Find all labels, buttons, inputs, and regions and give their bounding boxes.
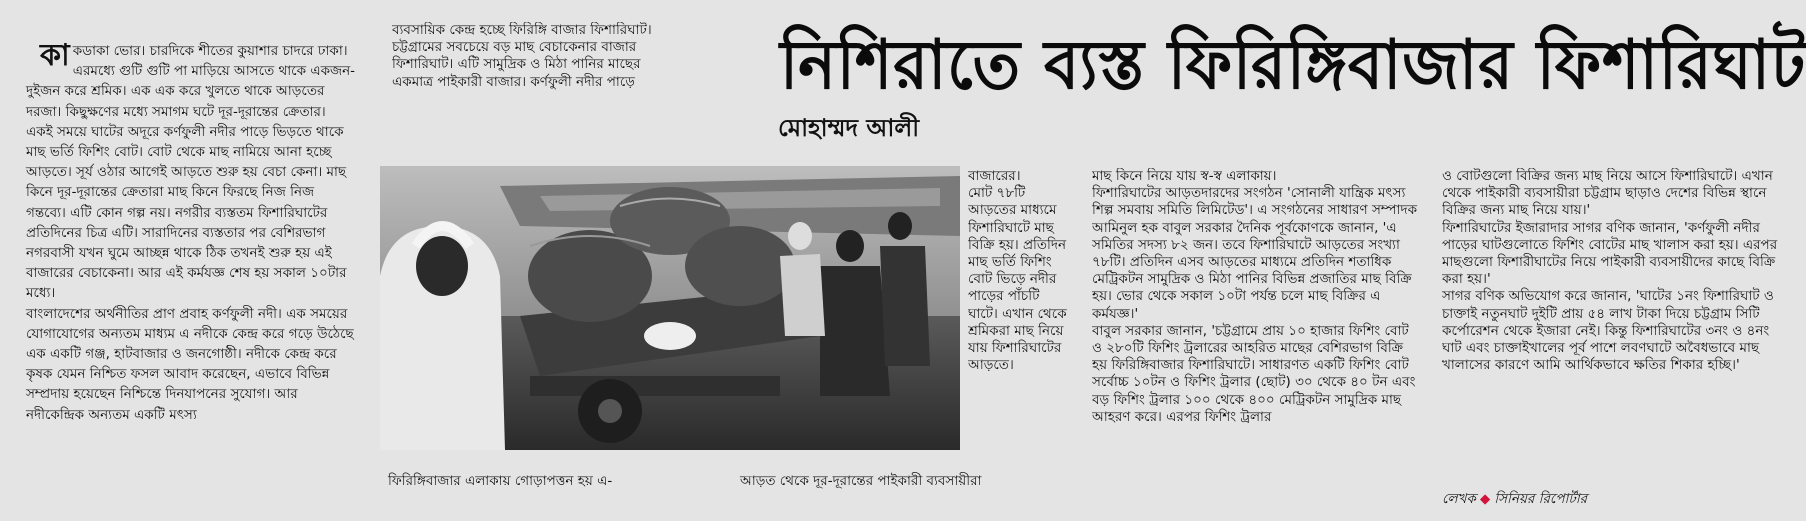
author-footer (1442, 488, 1587, 511)
article-column-3: বাজারের। মোট ৭৮টি আড়তের মাধ্যমে ফিশারিঘাটে মাছ বিক্রি হয়। প্রতিদিন মাছ ভর্তি ফিশিং বোট ভিড়ে নদীর পাড়ের পাঁচটি ঘাটে। এখান থেকে শ্রমিকরা মাছ নিয়ে যায় ফিশারিঘাটের আড়তে। (968, 168, 1067, 374)
headline: নিশিরাতে ব্যস্ত ফিরিঙ্গিবাজার ফিশারিঘাট (780, 26, 1806, 105)
drop-cap: কা (40, 38, 70, 73)
author-role: সিনিয়র রিপোর্টার (1494, 491, 1588, 507)
article-column-4: মাছ কিনে নিয়ে যায় স্ব-স্ব এলাকায়। ফিশারিঘাটের আড়তদারদের সংগঠন 'সোনালী যান্ত্রিক মৎস্য শিল্প সমবায় সমিতি লিমিটেড'। এ সংগঠনের সাধারণ সম্পাদক আমিনুল হক বাবুল সরকার দৈনিক পূর্বকোণকে জানান, 'এ সমিতির সদস্য ৮২ জন। তবে ফিশারিঘাটে আড়তের সংখ্যা ৭৮টি। প্রতিদিন এসব আড়তের মাধ্যমে প্রতিদিন শতাধিক মেট্রিকটন সামুদ্রিক ও মিঠা পানির বিভিন্ন প্রজাতির মাছ বিক্রি হয়। ভোর থেকে সকাল ১০টা পর্যন্ত চলে মাছ বিক্রির এ কর্মযজ্ঞ।' বাবুল সরকার জানান, 'চট্টগ্রামে প্রায় ১০ হাজার ফিশিং বোট ও ২৮০টি ফিশিং ট্রলারের আহরিত মাছের বেশিরভাগ বিক্রি হয় ফিরিঙ্গিবাজার ফিশারিঘাটে। সাধারণত একটি ফিশিং বোট সর্বোচ্চ ১০টন ও ফিশিং ট্রলার (ছোট) ৩০ থেকে ৪০ টন এবং বড় ফিশিং ট্রলার ১০০ থেকে ৪০০ মেট্রিকটন সামুদ্রিক মাছ আহরণ করে। এরপর ফিশিং ট্রলার (1092, 168, 1418, 425)
column-1-text: কডাকা ভোর। চারদিকে শীতের কুয়াশার চাদরে ঢাকা। এরমধ্যে গুটি গুটি পা মাড়িয়ে আসতে থাকে একজন-দুইজন করে শ্রমিক। এক এক করে খুলতে থাকে আড়তের দরজা। কিছুক্ষণের মধ্যে সমাগম ঘটে দূর-দূরান্তের ক্রেতার। একই সময়ে ঘাটের অদূরে কর্ণফুলী নদীর পাড়ে ভিড়তে থাকে মাছ ভর্তি ফিশিং বোট। বোট থেকে মাছ নামিয়ে আনা হচ্ছে আড়তে। সূর্য ওঠার আগেই আড়তে শুরু হয় বেচা কেনা। মাছ কিনে দূর-দূরান্তের ক্রেতারা মাছ কিনে ফিরছে নিজ নিজ গন্তব্যে। এটি কোন গল্প নয়। নগরীর ব্যস্ততম ফিশারিঘাটের প্রতিদিনের চিত্র এটি। সারাদিনের ব্যস্ততার পর বেশিরভাগ নগরবাসী যখন ঘুমে আচ্ছন্ন থাকে ঠিক তখনই শুরু হয় এই বাজারের বেচাকেনা। আর এই কর্মযজ্ঞ শেষ হয় সকাল ১০টার মধ্যে। বাংলাদেশের অর্থনীতির প্রাণ প্রবাহ কর্ণফুলী নদী। এক সময়ের যোগাযোগের অন্যতম মাধ্যম এ নদীকে কেন্দ্র করে গড়ে উঠেছে এক একটি গঞ্জ, হাটবাজার ও জনগোষ্ঠী। নদীকে কেন্দ্র করে কৃষক যেমন নিশ্চিত ফসল আবাদ করেছেন, এভাবে বিভিন্ন সম্প্রদায় হয়েছেন নিশ্চিন্তে দিনযাপনের সুযোগ। আর নদীকেন্দ্রিক অন্যতম একটি মৎস্য (26, 43, 356, 423)
byline: মোহাম্মদ আলী (778, 114, 920, 142)
fish-market-photo (380, 166, 960, 450)
photo-caption-continuation: ফিরিঙ্গিবাজার এলাকায় গোড়াপত্তন হয় এ- (388, 473, 613, 489)
article-column-1 (26, 40, 356, 510)
article-column-2: ব্যবসায়িক কেন্দ্র হচ্ছে ফিরিঙ্গি বাজার ফিশারিঘাট। চট্টগ্রামের সবচেয়ে বড় মাছ বেচাকেনার বাজার ফিশারিঘাট। এটি সামুদ্রিক ও মিঠা পানির মাছের একমাত্র পাইকারী বাজার। কর্ণফুলী নদীর পাড়ে (392, 22, 652, 90)
article-column-5: ও বোটগুলো বিক্রির জন্য মাছ নিয়ে আসে ফিশারিঘাটে। এখান থেকে পাইকারী ব্যবসায়ীরা চট্টগ্রাম ছাড়াও দেশের বিভিন্ন স্থানে বিক্রির জন্য মাছ নিয়ে যায়।' ফিশারিঘাটের ইজারাদার সাগর বণিক জানান, 'কর্ণফুলী নদীর পাড়ের ঘাটগুলোতে ফিশিং বোটের মাছ খালাস করা হয়। এরপর মাছগুলো ফিশারীঘাটের নিয়ে পাইকারী ব্যবসায়ীদের কাছে বিক্রি করা হয়।' সাগর বণিক অভিযোগ করে জানান, 'ঘাটের ১নং ফিশারিঘাট ও চাক্তাই নতুনঘাট দুইটি প্রায় ৫৪ লাখ টাকা দিয়ে চট্টগ্রাম সিটি কর্পোরেশন থেকে ইজারা নেই। কিন্তু ফিশারিঘাটের ৩নং ও ৪নং ঘাট এবং চাক্তাইখালের পূর্ব পাশে লবণঘাটে অবৈধভাবে মাছ খালাসের কারণে আমি আর্থিকভাবে ক্ষতির শিকার হচ্ছি।' (1442, 168, 1778, 374)
diamond-icon: ◆ (1479, 491, 1491, 507)
author-label: লেখক (1442, 491, 1476, 507)
photo-illustration (380, 166, 960, 450)
column-3-continuation: আড়ত থেকে দূর-দূরান্তের পাইকারী ব্যবসায়ীরা (740, 473, 982, 489)
